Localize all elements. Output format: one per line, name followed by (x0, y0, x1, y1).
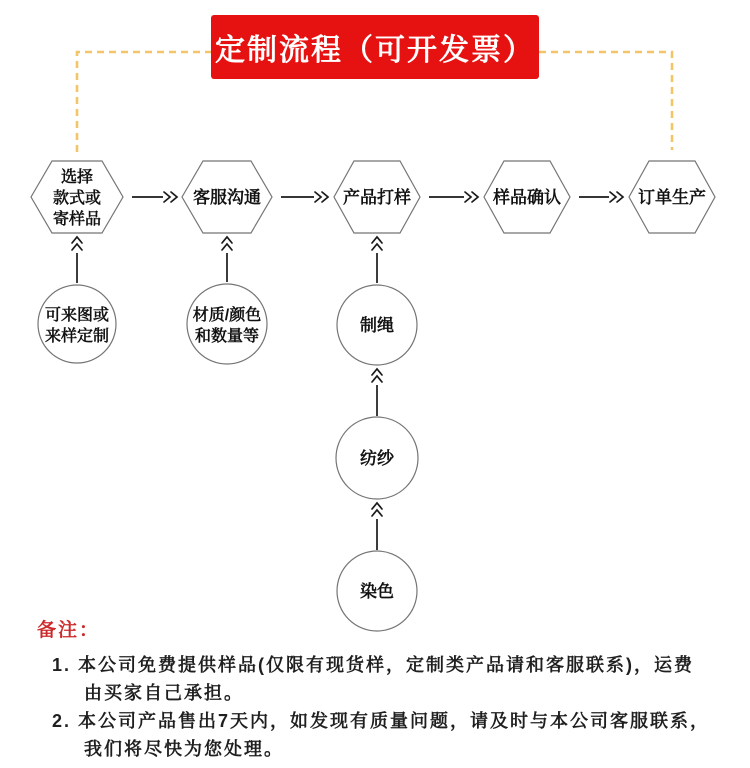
node-label: 染色 (360, 582, 394, 601)
note-item-1-line-2: 由买家自己承担。 (84, 683, 244, 703)
arrow-up-icon (372, 369, 382, 416)
arrow-up-icon (372, 237, 382, 283)
circle-shape (187, 284, 267, 364)
arrow-up-icon (372, 503, 382, 550)
hexagon-node-product-sample (334, 161, 420, 233)
hexagon-node-sample-confirm (484, 161, 570, 233)
node-label: 和数量等 (194, 328, 260, 345)
arrow-up-icon (222, 237, 232, 282)
node-label: 产品打样 (343, 188, 411, 207)
arrow-up-icon (72, 237, 82, 283)
circle-node-rope-making (337, 285, 417, 365)
node-label: 选择 (60, 169, 94, 186)
node-label: 订单生产 (638, 188, 706, 207)
node-label: 可来图或 (44, 307, 110, 324)
node-label: 客服沟通 (193, 188, 261, 207)
page-title: 定制流程（可开发票） (215, 34, 535, 67)
node-label: 材质/颜色 (192, 307, 262, 324)
dashed-connector-right (539, 52, 672, 150)
node-label: 寄样品 (52, 211, 102, 228)
node-label: 纺纱 (360, 449, 394, 468)
arrow-right-icon (132, 192, 177, 202)
circle-node-spinning (336, 417, 418, 499)
arrow-right-icon (429, 192, 478, 202)
note-item-1-line-1: 1. 本公司免费提供样品(仅限有现货样，定制类产品请和客服联系)，运费 (52, 655, 694, 675)
dashed-connector-left (77, 52, 211, 152)
hexagon-node-customer-service (182, 161, 272, 233)
node-label: 样品确认 (493, 188, 561, 207)
circle-node-material-color-quantity (187, 284, 267, 364)
circle-shape (38, 285, 116, 363)
note-item-2-line-1: 2. 本公司产品售出7天内，如发现有质量问题，请及时与本公司客服联系， (52, 711, 711, 731)
hexagon-node-order-production (629, 161, 715, 233)
node-label: 制绳 (360, 316, 394, 335)
title-banner (211, 15, 539, 79)
arrow-right-icon (281, 192, 328, 202)
hexagon-node-select-style (31, 161, 123, 233)
circle-node-custom-by-drawing (38, 285, 116, 363)
note-item-2-line-2: 我们将尽快为您处理。 (84, 739, 284, 759)
node-label: 来样定制 (44, 328, 110, 345)
node-label: 款式或 (52, 190, 102, 207)
notes-heading: 备注： (37, 620, 101, 641)
circle-node-dyeing (337, 551, 417, 631)
arrow-right-icon (579, 192, 623, 202)
